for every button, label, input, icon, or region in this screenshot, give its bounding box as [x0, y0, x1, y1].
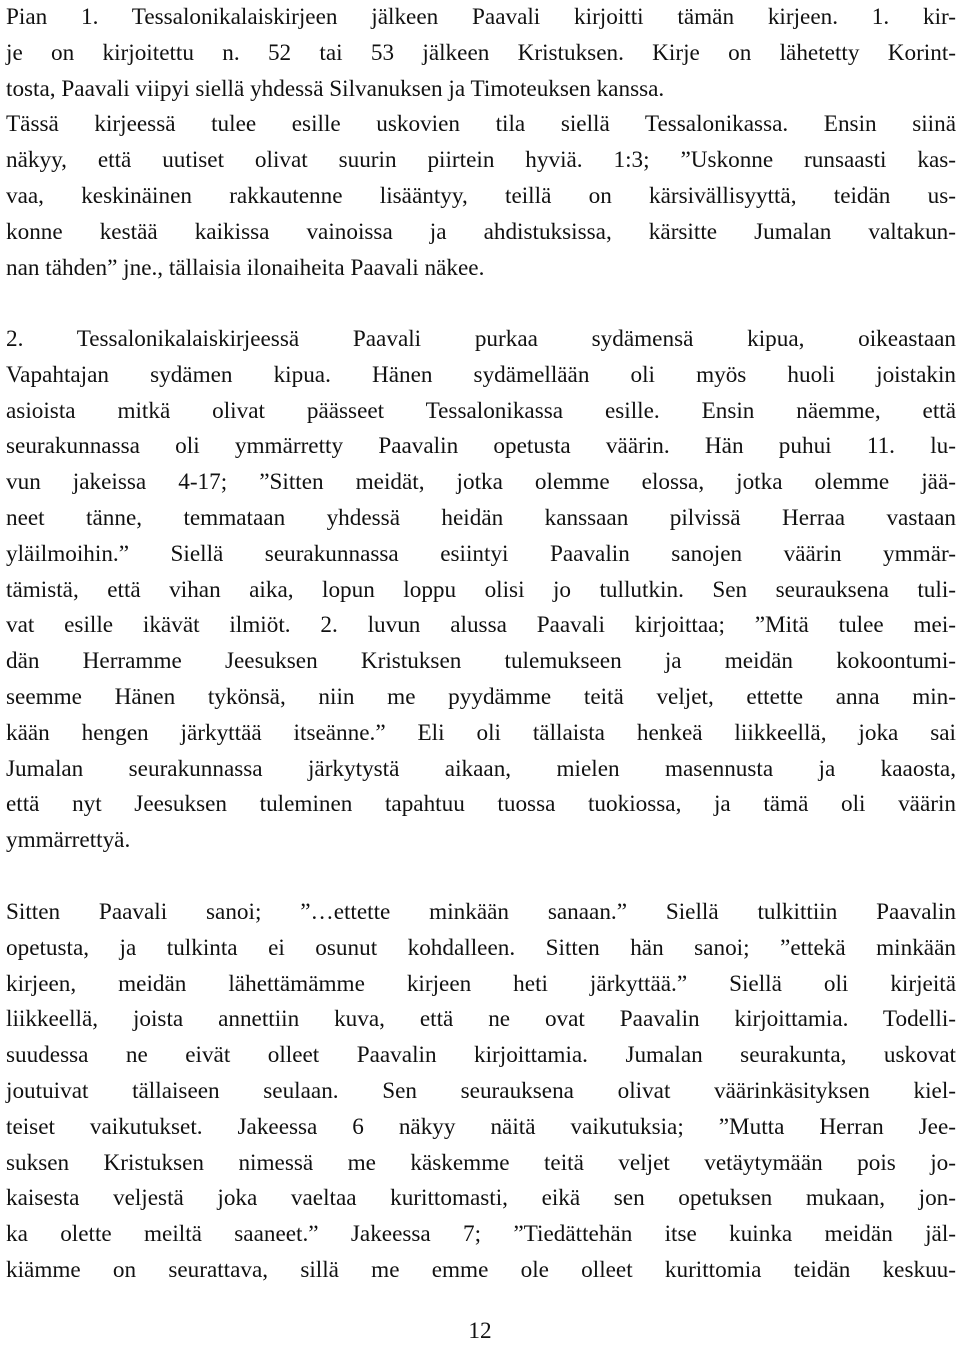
text-line: opetusta, ja tulkinta ei osunut kohdalleen. Sitten hän sanoi; ”ettekä minkään — [6, 934, 956, 961]
paragraph-3 — [6, 895, 956, 1289]
text-line: konne kestää kaikissa vainoissa ja ahdistuksissa, kärsitte Jumalan valtakun- — [6, 218, 956, 245]
text-line: ka olette meiltä saaneet.” Jakeessa 7; ”Tiedättehän itse kuinka meidän jäl- — [6, 1221, 956, 1248]
paragraph-1 — [6, 0, 956, 286]
text-line: ymmärrettyä. — [6, 827, 131, 854]
text-line: Vapahtajan sydämen kipua. Hänen sydämellään oli myös huoli joistakin — [6, 361, 956, 388]
text-line: teiset vaikutukset. Jakeessa 6 näkyy näitä vaikutuksia; ”Mutta Herran Jee- — [6, 1113, 956, 1140]
text-line: neet tänne, temmataan yhdessä heidän kanssaan pilvissä Herraa vastaan — [6, 504, 956, 531]
text-line: vun jakeissa 4-17; ”Sitten meidät, jotka olemme elossa, jotka olemme jää- — [6, 469, 956, 496]
text-line: näkyy, että uutiset olivat suurin piirtein hyviä. 1:3; ”Uskonne runsaasti kas- — [6, 147, 956, 174]
text-line: Sitten Paavali sanoi; ”…ettette minkään sanaan.” Siellä tulkittiin Paavalin — [6, 899, 956, 925]
paragraph-2 — [6, 322, 956, 859]
text-line: kään hengen järkyttää itseänne.” Eli oli tällaista henkeä liikkeellä, joka sai — [6, 719, 956, 746]
text-line: asioista mitkä olivat päässeet Tessalonikassa esille. Ensin näemme, että — [6, 397, 956, 424]
text-line: nan tähden” jne., tällaisia ilonaiheita Paavali näkee. — [6, 254, 485, 281]
text-line: seurakunnassa oli ymmärretty Paavalin opetusta väärin. Hän puhui 11. lu- — [6, 433, 956, 460]
text-line: je on kirjoitettu n. 52 tai 53 jälkeen Kristuksen. Kirje on lähetetty Korint- — [6, 39, 956, 66]
text-line: että nyt Jeesuksen tuleminen tapahtuu tuossa tuokiossa, ja tämä oli väärin — [6, 791, 956, 818]
text-line: suudessa ne eivät olleet Paavalin kirjoittamia. Jumalan seurakunta, uskovat — [6, 1042, 956, 1069]
text-line: kaisesta veljestä joka vaeltaa kurittomasti, eikä sen opetuksen mukaan, jon- — [6, 1185, 956, 1212]
text-line: vat esille ikävät ilmiöt. 2. luvun alussa Paavali kirjoittaa; ”Mitä tulee mei- — [6, 612, 956, 639]
text-line: yläilmoihin.” Siellä seurakunnassa esiintyi Paavalin sanojen väärin ymmär- — [6, 540, 956, 567]
text-line: tosta, Paavali viipyi siellä yhdessä Silvanuksen ja Timoteuksen kanssa. — [6, 75, 665, 102]
text-line: kiämme on seurattava, sillä me emme ole olleet kurittomia teidän keskuu- — [6, 1256, 956, 1283]
text-line: tämistä, että vihan aika, lopun loppu olisi jo tullutkin. Sen seurauksena tuli- — [6, 576, 956, 603]
text-line: 2. Tessalonikalaiskirjeessä Paavali purkaa sydämensä kipua, oikeastaan — [6, 326, 956, 352]
text-line: suksen Kristuksen nimessä me käskemme teitä veljet vetäytymään pois jo- — [6, 1149, 956, 1176]
text-line: Tässä kirjeessä tulee esille uskovien tila siellä Tessalonikassa. Ensin siinä — [6, 111, 956, 138]
text-line: seemme Hänen tykönsä, niin me pyydämme teitä veljet, ettette anna min- — [6, 683, 956, 710]
text-line: Pian 1. Tessalonikalaiskirjeen jälkeen Paavali kirjoitti tämän kirjeen. 1. kir- — [6, 4, 956, 30]
text-line: kirjeen, meidän lähettämämme kirjeen heti järkyttää.” Siellä oli kirjeitä — [6, 970, 956, 997]
text-line: dän Herramme Jeesuksen Kristuksen tulemukseen ja meidän kokoontumi- — [6, 648, 956, 675]
text-line: vaa, keskinäinen rakkautenne lisääntyy, teillä on kärsivällisyyttä, teidän us- — [6, 182, 956, 209]
page-number: 12 — [468, 1318, 492, 1344]
text-line: liikkeellä, joista annettiin kuva, että ne ovat Paavalin kirjoittamia. Todelli- — [6, 1006, 956, 1033]
text-line: Jumalan seurakunnassa järkytystä aikaan, mielen masennusta ja kaaosta, — [6, 755, 956, 782]
text-line: joutuivat tällaiseen seulaan. Sen seurauksena olivat väärinkäsityksen kiel- — [6, 1077, 956, 1104]
